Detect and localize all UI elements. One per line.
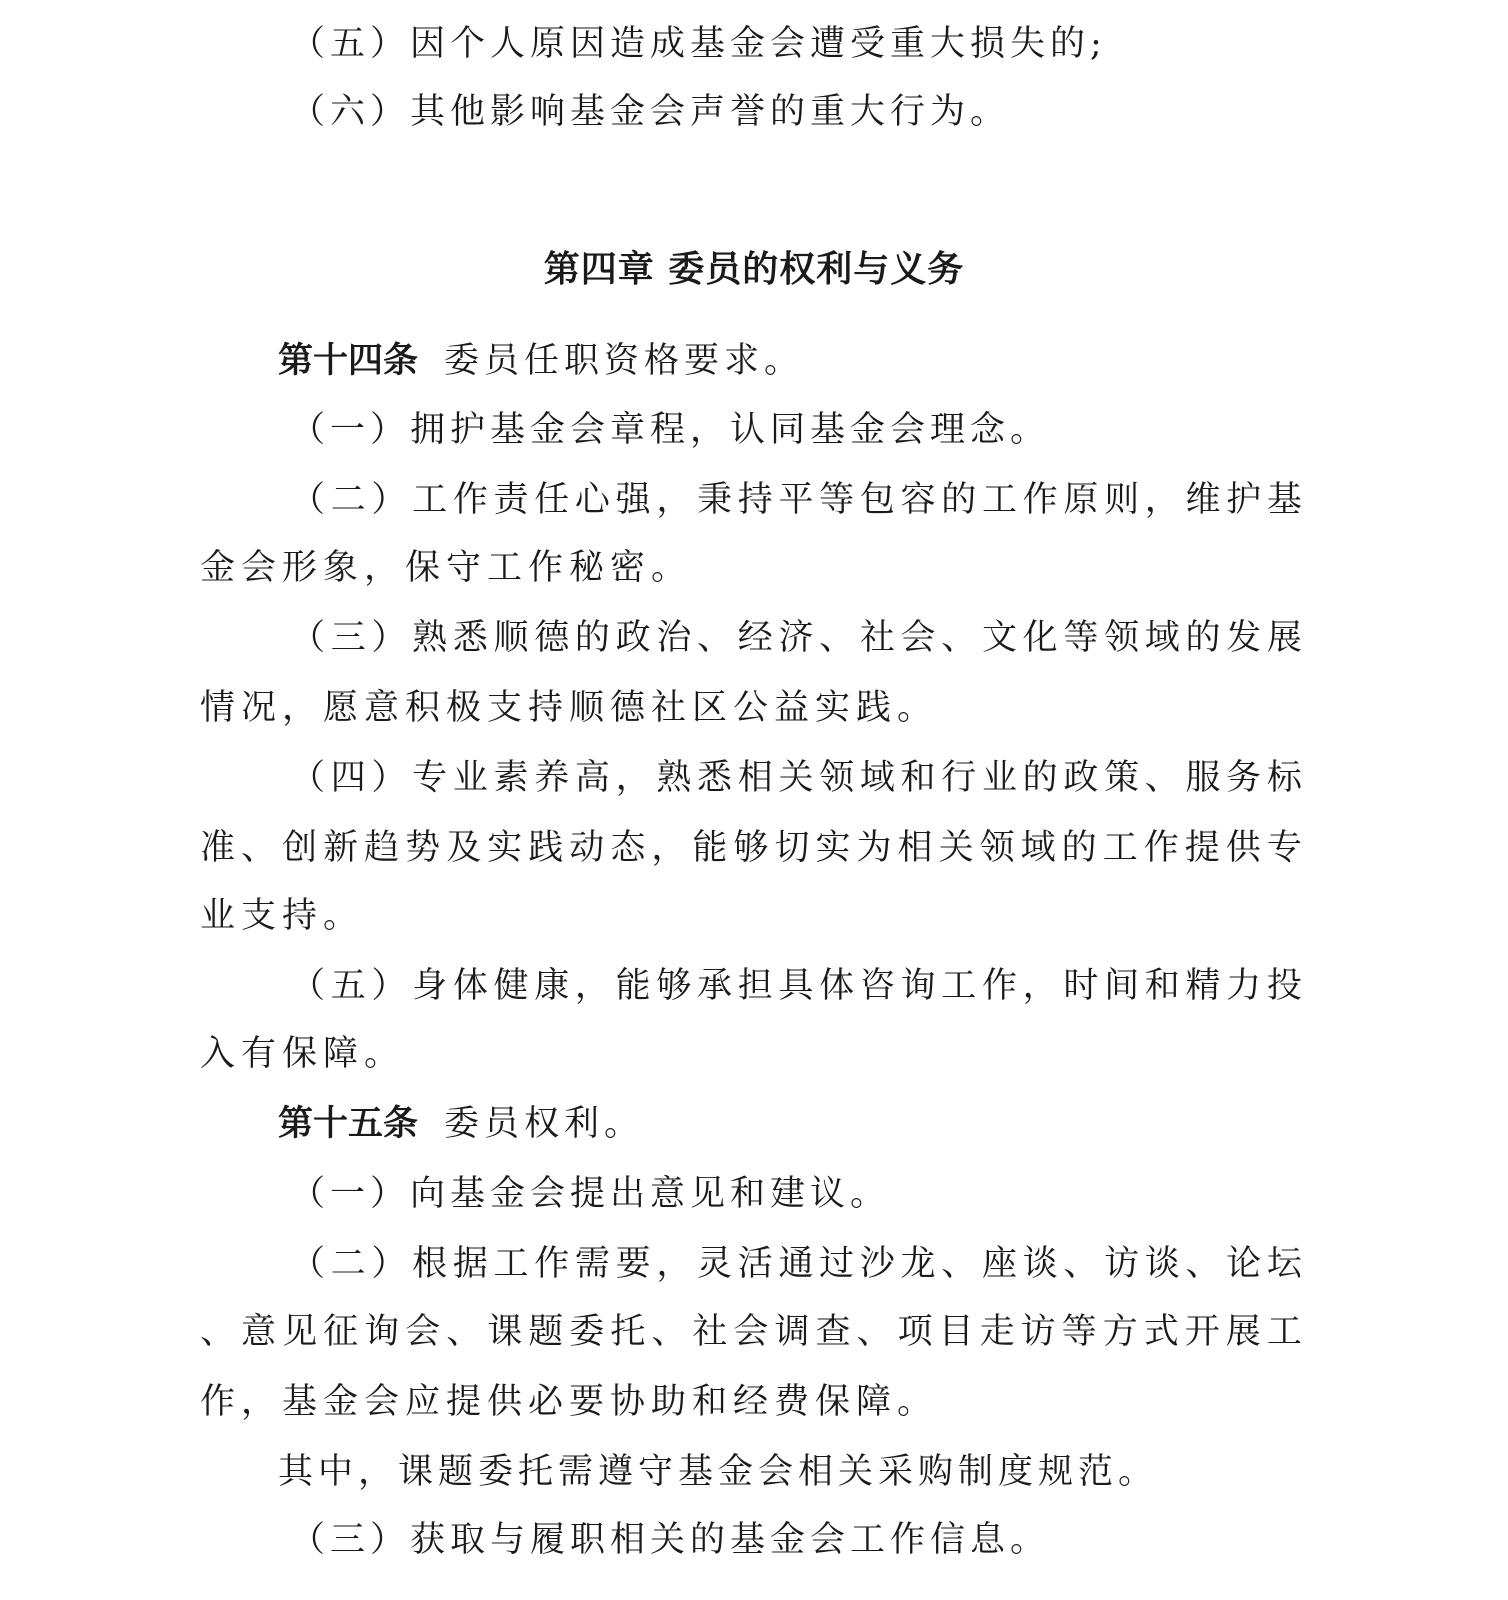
list-item: （五）因个人原因造成基金会遭受重大损失的; xyxy=(290,24,1107,64)
article-title: 委员权利。 xyxy=(444,1104,645,1144)
list-item-continuation: 金会形象，保守工作秘密。 xyxy=(200,548,693,588)
list-item: （一）向基金会提出意见和建议。 xyxy=(290,1174,891,1214)
list-item-continuation: 情况，愿意积极支持顺德社区公益实践。 xyxy=(200,688,939,728)
article-label: 第十五条 xyxy=(278,1104,419,1144)
list-item: （ 四 ） 专 业 素 养 高 ， 熟 悉 相 关 领 域 和 行 业 的 政 策 、 服 务 标 xyxy=(290,758,1302,798)
article-14-heading xyxy=(278,339,804,383)
list-item: （ 二 ） 根 据 工 作 需 要 ， 灵 活 通 过 沙 龙 、 座 谈 、 访 谈 、 论 坛 xyxy=(290,1244,1302,1284)
list-item-continuation: 作，基金会应提供必要协助和经费保障。 xyxy=(200,1382,939,1422)
article-15-heading xyxy=(278,1102,644,1146)
list-item: （六）其他影响基金会声誉的重大行为。 xyxy=(290,92,1011,132)
list-item-continuation: 业支持。 xyxy=(200,896,365,936)
list-item: （三）获取与履职相关的基金会工作信息。 xyxy=(290,1520,1051,1560)
list-item: （一）拥护基金会章程，认同基金会理念。 xyxy=(290,410,1051,450)
list-item-continuation: 、 意 见 征 询 会 、 课 题 委 托 、 社 会 调 查 、 项 目 走 访 等 方 式 开 展 工 xyxy=(200,1312,1302,1352)
list-item: （ 二 ） 工 作 责 任 心 强 ， 秉 持 平 等 包 容 的 工 作 原 则 ， 维 护 基 xyxy=(290,480,1302,520)
list-item: （ 三 ） 熟 悉 顺 德 的 政 治 、 经 济 、 社 会 、 文 化 等 领 域 的 发 展 xyxy=(290,618,1302,658)
paragraph-note: 其中，课题委托需遵守基金会相关采购制度规范。 xyxy=(278,1452,1159,1492)
article-label: 第十四条 xyxy=(278,341,419,381)
list-item-continuation: 入有保障。 xyxy=(200,1034,406,1074)
list-item-continuation: 准 、 创 新 趋 势 及 实 践 动 态 ， 能 够 切 实 为 相 关 领 域 的 工 作 提 供 专 xyxy=(200,828,1302,868)
chapter-heading: 第四章 委员的权利与义务 xyxy=(543,249,965,290)
article-title: 委员任职资格要求。 xyxy=(444,341,805,381)
list-item: （ 五 ） 身 体 健 康 ， 能 够 承 担 具 体 咨 询 工 作 ， 时 间 和 精 力 投 xyxy=(290,966,1302,1006)
